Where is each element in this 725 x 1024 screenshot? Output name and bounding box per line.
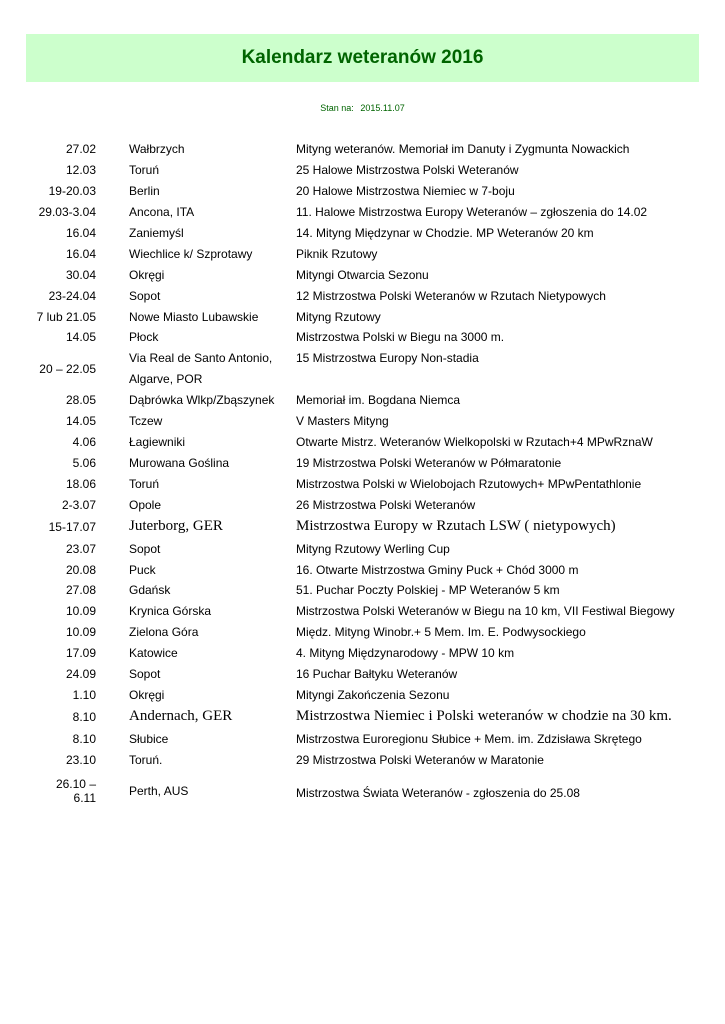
event-date: 8.10	[72, 709, 96, 724]
table-row	[20, 664, 675, 685]
status-date	[0, 103, 725, 113]
event-date: 12.03	[65, 163, 96, 178]
event-place: Berlin	[129, 184, 160, 199]
event-place: Gdańsk	[129, 583, 171, 598]
table-row	[20, 411, 675, 432]
event-date: 27.08	[65, 583, 96, 598]
event-place	[129, 348, 292, 390]
table-row	[20, 348, 675, 390]
event-title: 25 Halowe Mistrzostwa Polski Weteranów	[296, 163, 519, 178]
table-row	[20, 202, 675, 223]
table-row	[20, 306, 675, 327]
page-title: Kalendarz weteranów 2016	[241, 47, 484, 68]
event-title: Otwarte Mistrz. Weteranów Wielkopolski w Rzutach+4 MPwRznaW	[296, 435, 653, 450]
table-row	[20, 139, 675, 160]
table-row	[20, 580, 675, 601]
event-title: 29 Mistrzostwa Polski Weteranów w Maratonie	[296, 752, 544, 767]
event-place: Puck	[129, 562, 156, 577]
table-row	[20, 473, 675, 494]
event-date-line2: 6.11	[73, 791, 96, 806]
table-row	[20, 390, 675, 411]
event-date: 19-20.03	[48, 184, 96, 199]
event-place: Łagiewniki	[129, 435, 186, 450]
table-row	[20, 705, 675, 728]
event-title: V Masters Mityng	[296, 414, 389, 429]
table-row	[20, 160, 675, 181]
table-row	[20, 538, 675, 559]
event-title: 16 Puchar Bałtyku Weteranów	[296, 667, 458, 682]
stan-label: Stan na:	[320, 103, 354, 113]
table-row	[20, 515, 675, 538]
event-title: Mityng Rzutowy	[296, 309, 381, 324]
event-date: 23-24.04	[48, 288, 96, 303]
event-title: 26 Mistrzostwa Polski Weteranów	[296, 497, 476, 512]
event-place: Sopot	[129, 541, 161, 556]
event-title: 20 Halowe Mistrzostwa Niemiec w 7-boju	[296, 184, 515, 199]
event-title: Międz. Mityng Winobr.+ 5 Mem. Im. E. Podwysockiego	[296, 625, 586, 640]
event-date: 29.03-3.04	[38, 205, 96, 220]
event-date: 15-17.07	[48, 519, 96, 534]
table-row	[20, 559, 675, 580]
event-date: 30.04	[65, 267, 96, 282]
event-title: Mistrzostwa Polski w Biegu na 3000 m.	[296, 330, 505, 345]
event-place: Sopot	[129, 288, 161, 303]
event-title: 4. Mityng Międzynarodowy - MPW 10 km	[296, 646, 515, 661]
event-date: 10.09	[65, 604, 96, 619]
event-date: 8.10	[72, 731, 96, 746]
event-date: 14.05	[65, 414, 96, 429]
event-title: 16. Otwarte Mistrzostwa Gminy Puck + Chód 3000 m	[296, 562, 579, 577]
event-place: Dąbrówka Wlkp/Zbąszynek	[129, 393, 275, 408]
event-title: Mistrzostwa Polski Weteranów w Biegu na 10 km, VII Festiwal Biegowy	[296, 604, 675, 619]
event-date-line1: 26.10 –	[55, 777, 96, 792]
table-row	[20, 285, 675, 306]
table-row	[20, 749, 675, 770]
event-title: Mityng weteranów. Memoriał im Danuty i Zygmunta Nowackich	[296, 142, 630, 157]
event-place: Okręgi	[129, 267, 165, 282]
event-place: Płock	[129, 330, 159, 345]
event-title: Mityngi Otwarcia Sezonu	[296, 267, 429, 282]
event-date: 14.05	[65, 330, 96, 345]
event-place: Wałbrzych	[129, 142, 185, 157]
table-row	[20, 327, 675, 348]
event-date: 20 – 22.05	[39, 361, 96, 376]
event-title: Mistrzostwa Świata Weteranów - zgłoszenia do 25.08	[296, 785, 580, 800]
event-place: Ancona, ITA	[129, 205, 195, 220]
event-place: Wiechlice k/ Szprotawy	[129, 246, 253, 261]
event-title: 15 Mistrzostwa Europy Non-stadia	[296, 350, 479, 365]
event-place: Andernach, GER	[129, 708, 233, 725]
event-title: Mistrzostwa Polski w Wielobojach Rzutowych+ MPwPentathlonie	[296, 476, 642, 491]
event-title: 12 Mistrzostwa Polski Weteranów w Rzutach Nietypowych	[296, 288, 606, 303]
event-place: Opole	[129, 497, 162, 512]
calendar-table	[20, 139, 675, 812]
event-date: 18.06	[65, 476, 96, 491]
event-title: 14. Mityng Międzynar w Chodzie. MP Weteranów 20 km	[296, 226, 594, 240]
event-title: 19 Mistrzostwa Polski Weteranów w Półmaratonie	[296, 456, 562, 471]
event-date: 23.10	[65, 752, 96, 767]
event-place-line2: Algarve, POR	[129, 371, 203, 386]
stan-date: 2015.11.07	[360, 103, 405, 113]
event-place-line1: Via Real de Santo Antonio,	[129, 350, 273, 365]
event-title: Memoriał im. Bogdana Niemca	[296, 393, 461, 408]
event-place: Murowana Goślina	[129, 456, 230, 471]
table-row	[20, 770, 675, 812]
table-row	[20, 622, 675, 643]
event-title: Mistrzostwa Niemiec i Polski weteranów w chodzie na 30 km.	[296, 708, 672, 725]
event-title: Mityngi Zakończenia Sezonu	[296, 687, 450, 702]
event-date: 7 lub 21.05	[36, 309, 96, 324]
table-row	[20, 643, 675, 664]
event-place: Zaniemyśl	[129, 226, 184, 240]
table-row	[20, 264, 675, 285]
event-date: 16.04	[65, 226, 96, 240]
event-place: Sopot	[129, 667, 161, 682]
event-title: Piknik Rzutowy	[296, 246, 378, 261]
table-row	[20, 684, 675, 705]
event-date: 17.09	[65, 646, 96, 661]
event-place: Katowice	[129, 646, 178, 661]
event-place: Juterborg, GER	[129, 518, 223, 535]
table-row	[20, 453, 675, 474]
event-place: Krynica Górska	[129, 604, 212, 619]
title-banner	[26, 34, 699, 82]
event-date: 16.04	[65, 246, 96, 261]
table-row	[20, 223, 675, 244]
event-place: Zielona Góra	[129, 625, 199, 640]
event-date	[20, 770, 129, 812]
table-row	[20, 601, 675, 622]
event-date: 1.10	[72, 687, 96, 702]
event-date: 20.08	[65, 562, 96, 577]
event-place: Toruń.	[129, 752, 163, 767]
table-row	[20, 243, 675, 264]
event-place: Toruń	[129, 163, 160, 178]
event-date: 5.06	[72, 456, 96, 471]
event-place: Toruń	[129, 476, 160, 491]
table-row	[20, 432, 675, 453]
event-title: Mistrzostwa Euroregionu Słubice + Mem. im. Zdzisława Skrętego	[296, 731, 642, 746]
event-place: Okręgi	[129, 687, 165, 702]
event-date: 2-3.07	[61, 497, 96, 512]
table-row	[20, 728, 675, 749]
event-title: 51. Puchar Poczty Polskiej - MP Weteranów 5 km	[296, 583, 560, 598]
event-date: 28.05	[65, 393, 96, 408]
event-date: 23.07	[65, 541, 96, 556]
table-row	[20, 494, 675, 515]
event-title: Mistrzostwa Europy w Rzutach LSW ( nietypowych)	[296, 518, 616, 535]
event-date: 10.09	[65, 625, 96, 640]
event-date: 4.06	[72, 435, 96, 450]
table-row	[20, 181, 675, 202]
event-date: 24.09	[65, 667, 96, 682]
event-place: Nowe Miasto Lubawskie	[129, 309, 259, 324]
event-title: Mityng Rzutowy Werling Cup	[296, 541, 450, 556]
event-date: 27.02	[65, 142, 96, 157]
event-place: Perth, AUS	[129, 784, 189, 799]
event-place: Tczew	[129, 414, 163, 429]
event-place: Słubice	[129, 731, 169, 746]
calendar-body	[20, 139, 675, 812]
event-title: 11. Halowe Mistrzostwa Europy Weteranów – zgłoszenia do 14.02	[296, 205, 648, 220]
